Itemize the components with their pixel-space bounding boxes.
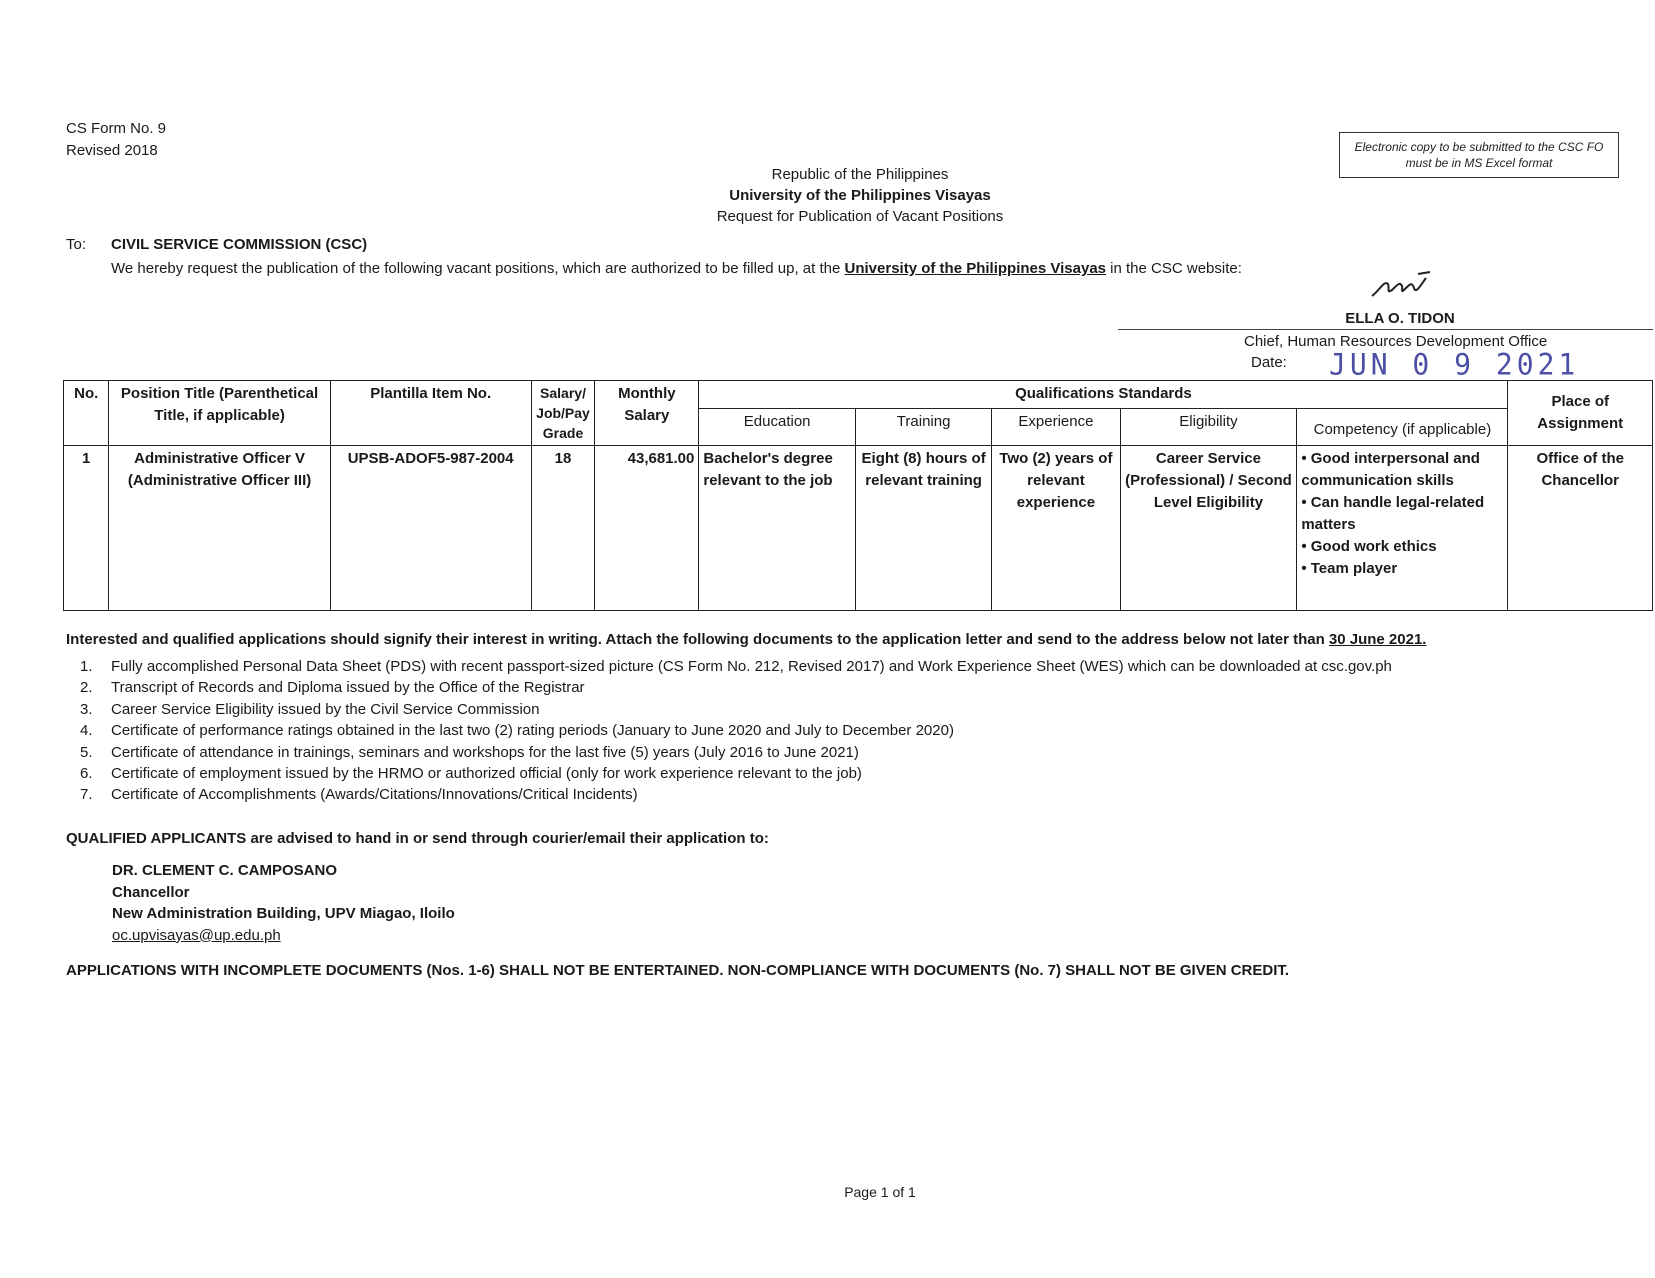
- recipient-position: Chancellor: [112, 883, 190, 901]
- col-no: No.: [64, 381, 109, 446]
- list-item-text: Certificate of performance ratings obtained in the last two (2) rating periods (January to June 2020 and July to December 2020): [111, 722, 954, 740]
- cell-education: Bachelor's degree relevant to the job: [699, 446, 856, 611]
- col-experience: Experience: [992, 409, 1120, 446]
- header-title: Request for Publication of Vacant Positions: [716, 208, 1004, 225]
- cell-salary: 43,681.00: [595, 446, 699, 611]
- addressee-line: [66, 236, 367, 253]
- header-university: University of the Philippines Visayas: [729, 187, 991, 204]
- list-item: [80, 656, 1392, 677]
- intro-paragraph: [111, 260, 1242, 277]
- header-republic: Republic of the Philippines: [771, 166, 949, 183]
- cell-position: Administrative Officer V (Administrative Officer III): [109, 446, 330, 611]
- list-item: [80, 742, 1392, 763]
- list-item: [80, 763, 1392, 784]
- recipient-address: [112, 860, 455, 946]
- col-competency: Competency (if applicable): [1297, 409, 1508, 446]
- cell-eligibility: Career Service (Professional) / Second Level Eligibility: [1120, 446, 1297, 611]
- col-eligibility: Eligibility: [1120, 409, 1297, 446]
- col-plantilla: Plantilla Item No.: [330, 381, 531, 446]
- to-label: To:: [66, 236, 87, 253]
- vacancy-table: [63, 380, 1653, 611]
- table-row: [64, 446, 1653, 611]
- list-item-number: 1.: [80, 658, 93, 675]
- list-item-text: Career Service Eligibility issued by the Civil Service Commission: [111, 700, 540, 718]
- cell-training: Eight (8) hours of relevant training: [855, 446, 991, 611]
- date-stamp: JUN 0 9 2021: [1329, 347, 1580, 382]
- form-no-label: CS Form No. 9: [66, 120, 167, 137]
- intro-text-after: in the CSC website:: [1106, 260, 1242, 277]
- cell-place: Office of the Chancellor: [1508, 446, 1653, 611]
- list-item: [80, 720, 1392, 741]
- recipient-name: DR. CLEMENT C. CAMPOSANO: [112, 862, 337, 879]
- list-item-text: Certificate of Accomplishments (Awards/Citations/Innovations/Critical Incidents): [111, 786, 638, 804]
- cell-grade: 18: [531, 446, 595, 611]
- form-revised-label: Revised 2018: [66, 142, 158, 159]
- signatory-name: ELLA O. TIDON: [1345, 310, 1455, 327]
- cell-plantilla: UPSB-ADOF5-987-2004: [330, 446, 531, 611]
- date-label: Date:: [1251, 354, 1287, 371]
- notice-line-2: must be in MS Excel format: [1405, 156, 1553, 170]
- list-item-text: Transcript of Records and Diploma issued by the Office of the Registrar: [111, 679, 585, 697]
- competency-item: • Can handle legal-related matters: [1301, 494, 1485, 533]
- cell-competency: [1297, 446, 1508, 611]
- list-item: [80, 677, 1392, 698]
- intro-text-before: We hereby request the publication of the following vacant positions, which are authorized to be filled up, at the: [111, 260, 845, 277]
- col-position: Position Title (Parenthetical Title, if applicable): [109, 381, 330, 446]
- list-item-number: 3.: [80, 700, 93, 718]
- cell-no: 1: [64, 446, 109, 611]
- recipient-email-link[interactable]: oc.upvisayas@up.edu.ph: [112, 926, 281, 944]
- list-item-number: 5.: [80, 743, 93, 761]
- warning-notice: APPLICATIONS WITH INCOMPLETE DOCUMENTS (Nos. 1-6) SHALL NOT BE ENTERTAINED. NON-COMPLIANCE WITH DOCUMENTS (No. 7) SHALL NOT BE GIVEN CREDIT.: [66, 962, 1290, 979]
- competency-item: • Good work ethics: [1301, 538, 1437, 555]
- cell-experience: Two (2) years of relevant experience: [992, 446, 1120, 611]
- signatory-title: Chief, Human Resources Development Office: [1244, 333, 1548, 350]
- deadline: 30 June 2021.: [1328, 631, 1427, 648]
- list-item-number: 7.: [80, 786, 93, 804]
- col-training: Training: [855, 409, 991, 446]
- intro-agency: University of the Philippines Visayas: [844, 260, 1106, 277]
- list-item-text: Fully accomplished Personal Data Sheet (PDS) with recent passport-sized picture (CS Form No. 212, Revised 2017) and Work Experience Sheet (WES) which can be downloaded at csc.gov.ph: [111, 658, 1392, 675]
- list-item-text: Certificate of attendance in trainings, seminars and workshops for the last five (5) years (July 2016 to June 2021): [111, 743, 859, 761]
- signature-scribble: [1370, 268, 1440, 302]
- list-item: [80, 784, 1392, 805]
- competency-item: • Team player: [1301, 560, 1398, 577]
- col-place: Place of Assignment: [1508, 381, 1653, 446]
- recipient-address-line: New Administration Building, UPV Miagao, Iloilo: [112, 905, 455, 922]
- list-item-number: 6.: [80, 765, 93, 783]
- col-grade: Salary/ Job/Pay Grade: [531, 381, 595, 446]
- competency-item: • Good interpersonal and communication skills: [1301, 450, 1480, 489]
- addressee-name: CIVIL SERVICE COMMISSION (CSC): [111, 236, 368, 253]
- col-salary: Monthly Salary: [595, 381, 699, 446]
- col-education: Education: [699, 409, 856, 446]
- col-qualifications: Qualifications Standards: [699, 381, 1508, 409]
- signature-line: [1118, 329, 1653, 330]
- list-item-text: Certificate of employment issued by the HRMO or authorized official (only for work experience relevant to the job): [111, 765, 862, 783]
- notice-line-1: Electronic copy to be submitted to the CSC FO: [1354, 140, 1604, 154]
- list-item-number: 4.: [80, 722, 93, 740]
- document-header: [560, 164, 1160, 227]
- electronic-copy-notice: [1339, 132, 1619, 178]
- submission-instructions: QUALIFIED APPLICANTS are advised to hand in or send through courier/email their application to:: [66, 830, 769, 847]
- documents-instructions: [66, 631, 1426, 648]
- required-documents-list: [80, 656, 1392, 806]
- documents-intro-text: Interested and qualified applications should signify their interest in writing. Attach the following documents to the application letter and send to the address below not later than: [66, 631, 1329, 648]
- list-item: [80, 699, 1392, 720]
- form-number: [66, 118, 166, 162]
- table-header-row: [64, 381, 1653, 409]
- list-item-number: 2.: [80, 679, 93, 697]
- page-number: Page 1 of 1: [844, 1184, 916, 1200]
